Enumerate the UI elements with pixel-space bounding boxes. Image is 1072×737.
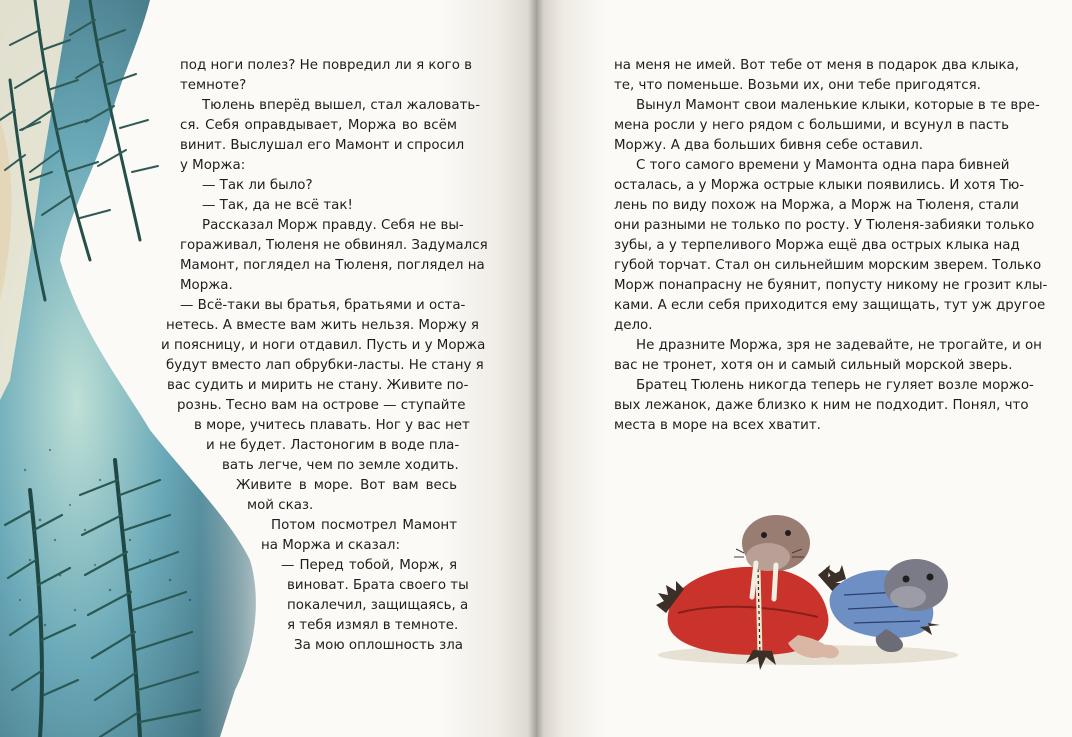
text-line: Рассказал Морж правду. Себя не вы- [202, 218, 464, 233]
text-line: Мамонт, поглядел на Тюленя, поглядел на [180, 258, 485, 273]
text-line: Морж понапрасну не буянит, попусту никому не грозит клы- [614, 278, 1048, 293]
text-line: я тебя измял в темноте. [287, 618, 459, 633]
text-line: Моржу. А два больших бивня себе оставил. [614, 138, 924, 153]
walrus-and-seal-illustration [648, 505, 980, 675]
text-line: рознь. Тесно вам на острове — ступайте [177, 398, 466, 413]
text-line: покалечил, защищаясь, а [287, 598, 469, 613]
text-line: на меня не имей. Вот тебе от меня в подарок два клыка, [614, 58, 1019, 73]
text-line: вать легче, чем по земле ходить. [222, 458, 459, 473]
text-line: вас не тронет, хотя он и самый сильный морской зверь. [614, 358, 1013, 373]
text-line: и не будет. Ластоногим в воде пла- [206, 438, 460, 453]
text-line: губой торчат. Стал он сильнейшим морским зверем. Только [614, 258, 1042, 273]
text-line: вас судить и мирить не стану. Живите по- [167, 378, 469, 393]
text-line: зубы, а у терпеливого Моржа ещё два острых клыка над [614, 238, 1020, 253]
text-line: те, что поменьше. Возьми их, они тебе пригодятся. [614, 78, 981, 93]
text-line: — Так, да не всё так! [202, 198, 353, 213]
text-line: Братец Тюлень никогда теперь не гуляет возле моржо- [636, 378, 1034, 393]
text-line: вых лежанок, даже близко к ним не подходит. Понял, что [614, 398, 1029, 413]
text-line: темноте? [180, 78, 247, 93]
text-line: нетесь. А вместе вам жить нельзя. Моржу я [166, 318, 479, 333]
text-line: будут вместо лап обрубки-ласты. Не стану я [166, 358, 484, 373]
text-line: и поясницу, и ноги отдавил. Пусть и у Моржа [161, 338, 486, 353]
text-line: Не дразните Моржа, зря не задевайте, не трогайте, и он [636, 338, 1042, 353]
text-line: — Перед тобой, Морж, я [281, 558, 457, 573]
text-line: Моржа. [180, 278, 233, 293]
text-line: Вынул Мамонт свои маленькие клыки, которые в те вре- [636, 98, 1040, 113]
text-line: в море, учитесь плавать. Ног у вас нет [194, 418, 470, 433]
book-gutter [528, 0, 544, 737]
text-line: мена росли у него рядом с большими, и всунул в пасть [614, 118, 1009, 133]
text-line: — Так ли было? [202, 178, 313, 193]
text-line: Тюлень вперёд вышел, стал жаловать- [202, 98, 481, 113]
text-line: они разными не только по росту. У Тюленя-забияки только [614, 218, 1035, 233]
text-line: у Моржа: [180, 158, 246, 173]
text-line: гораживал, Тюленя не обвинял. Задумался [180, 238, 488, 253]
text-line: дело. [614, 318, 653, 333]
text-line: осталась, а у Моржа острые клыки появились. И хотя Тю- [614, 178, 1025, 193]
text-line: мой сказ. [247, 498, 314, 513]
text-line: За мою оплошность зла [294, 638, 463, 653]
text-line: под ноги полез? Не повредил ли я кого в [180, 58, 473, 73]
text-line: ся. Себя оправдывает, Моржа во всём [180, 118, 457, 133]
text-line: виноват. Брата своего ты [287, 578, 469, 593]
text-line: Живите в море. Вот вам весь [236, 478, 457, 493]
text-line: винит. Выслушал его Мамонт и спросил [180, 138, 465, 153]
text-line: Потом посмотрел Мамонт [271, 518, 457, 533]
text-line: на Моржа и сказал: [261, 538, 400, 553]
text-line: лень по виду похож на Моржа, а Морж на Тюленя, стали [614, 198, 1020, 213]
text-line: С того самого времени у Мамонта одна пара бивней [636, 158, 1010, 173]
text-line: ками. А если себя приходится ему защищать, тут уж другое [614, 298, 1046, 313]
text-line: — Всё-таки вы братья, братьями и оста- [180, 298, 466, 313]
text-line: места в море на всех хватит. [614, 418, 821, 433]
